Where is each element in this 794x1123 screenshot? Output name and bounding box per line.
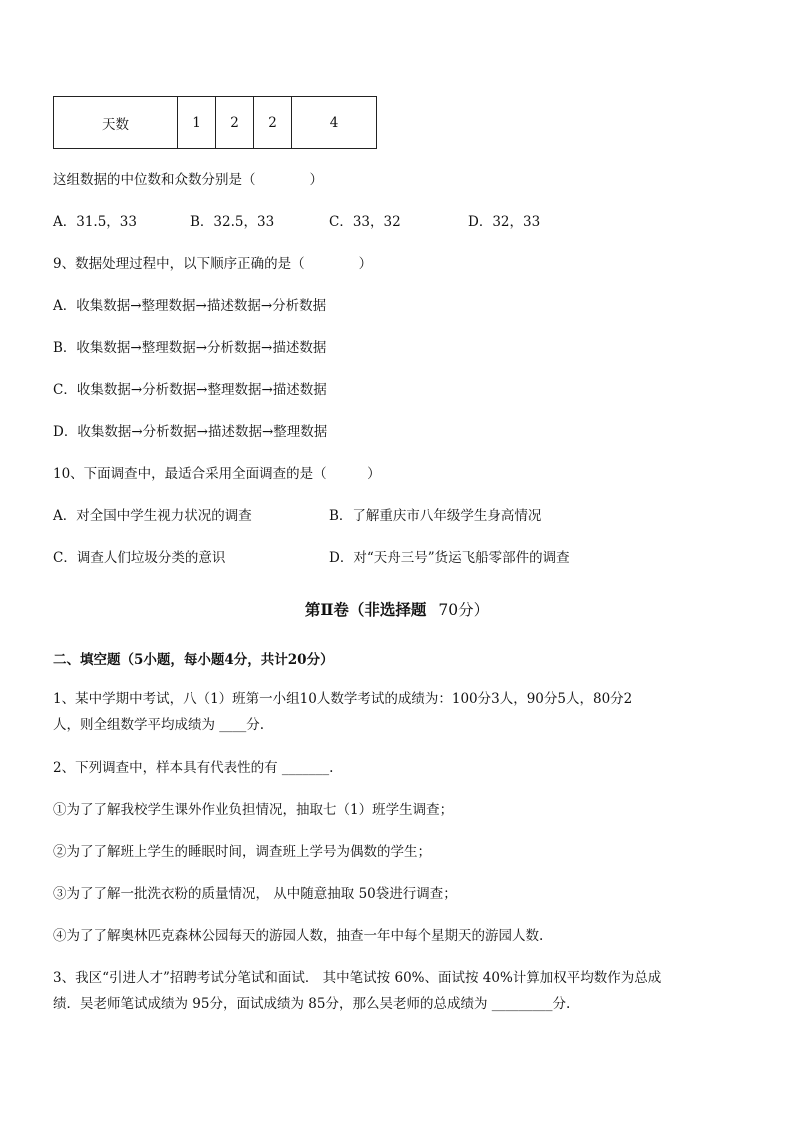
fill-2-stem: 2、下列调查中，样本具有代表性的有 _______. bbox=[53, 760, 334, 776]
q9-option-b: B．收集数据→整理数据→分析数据→描述数据 bbox=[53, 340, 327, 356]
fill-3-line-1: 3、我区“引进人才”招聘考试分笔试和面试． 其中笔试按 60%、面试按 40%计算加权平均数作为总成 bbox=[53, 970, 662, 986]
fill-in-section-heading: 二、填空题（5小题，每小题4分，共计20分） bbox=[53, 652, 334, 668]
table-row bbox=[54, 97, 377, 149]
q8-option-a: A．31.5，33 bbox=[53, 214, 137, 230]
q8-option-d: D．32，33 bbox=[468, 214, 541, 230]
fill-2-item-1: ①为了了解我校学生课外作业负担情况，抽取七（1）班学生调查； bbox=[53, 802, 454, 818]
question-9-stem: 9、数据处理过程中，以下顺序正确的是（ ） bbox=[53, 256, 373, 272]
table-cell: 1 bbox=[178, 97, 216, 149]
question-8-stem: 这组数据的中位数和众数分别是（ ） bbox=[53, 172, 323, 188]
fill-2-item-4: ④为了了解奥林匹克森林公园每天的游园人数，抽查一年中每个星期天的游园人数. bbox=[53, 928, 544, 944]
q10-option-c: C．调查人们垃圾分类的意识 bbox=[53, 550, 226, 566]
q10-option-b: B．了解重庆市八年级学生身高情况 bbox=[329, 508, 542, 524]
q9-option-a: A．收集数据→整理数据→描述数据→分析数据 bbox=[53, 298, 327, 314]
days-table bbox=[53, 96, 377, 149]
fill-1-line-2: 人，则全组数学平均成绩为 ____分. bbox=[53, 717, 265, 733]
q8-option-c: C．33，32 bbox=[329, 214, 401, 230]
q10-option-d: D．对“天舟三号”货运飞船零部件的调查 bbox=[329, 550, 570, 566]
table-cell: 2 bbox=[216, 97, 254, 149]
table-cell: 4 bbox=[292, 97, 377, 149]
section-2-title-text: 第Ⅱ卷（非选择题 bbox=[304, 600, 427, 619]
q8-option-b: B．32.5，33 bbox=[190, 214, 275, 230]
section-2-score: 70分） bbox=[438, 601, 490, 619]
fill-2-item-2: ②为了了解班上学生的睡眠时间，调查班上学号为偶数的学生； bbox=[53, 844, 431, 860]
fill-2-item-3: ③为了了解一批洗衣粉的质量情况， 从中随意抽取 50袋进行调查； bbox=[53, 886, 457, 902]
q9-option-c: C．收集数据→分析数据→整理数据→描述数据 bbox=[53, 382, 327, 398]
section-2-title bbox=[0, 598, 794, 620]
question-10-stem: 10、下面调查中，最适合采用全面调查的是（ ） bbox=[53, 466, 381, 482]
table-cell: 2 bbox=[254, 97, 292, 149]
q9-option-d: D．收集数据→分析数据→描述数据→整理数据 bbox=[53, 424, 328, 440]
fill-1-line-1: 1、某中学期中考试，八（1）班第一小组10人数学考试的成绩为：100分3人，90分5人，80分2 bbox=[53, 691, 633, 707]
table-cell: 天数 bbox=[54, 97, 178, 149]
q10-option-a: A．对全国中学生视力状况的调查 bbox=[53, 508, 252, 524]
fill-3-line-2: 绩．吴老师笔试成绩为 95分，面试成绩为 85分，那么吴老师的总成绩为 _________分. bbox=[53, 996, 571, 1012]
